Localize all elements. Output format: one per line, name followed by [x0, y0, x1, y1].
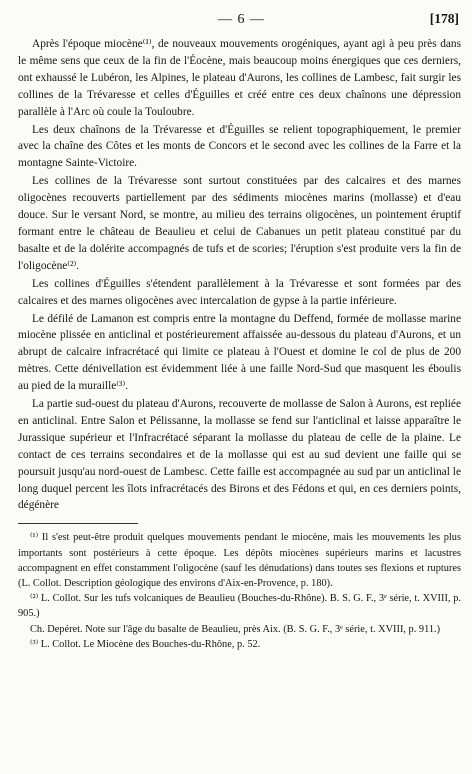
paragraph: Les collines de la Trévaresse sont surtout constituées par des calcaires et des marnes oligocènes recouverts partiellement par des sédiments miocènes marins (mollasse) et d'eau douce. Sur le versant Nord, se montre, au milieu des terrains oligocènes, un pointement éruptif formant entre le château de Beaulieu et celui de Cabanues un petit plateau constitué par du basalte et de la dolérite accompagnés de tufs et de scories; l'éruption s'est produite vers la fin de l'oligocène⁽²⁾. [18, 175, 461, 272]
footnote: Ch. Depéret. Note sur l'âge du basalte de Beaulieu, près Aix. (B. S. G. F., 3ᵉ série, t. XVIII, p. 911.) [30, 623, 441, 635]
page-number: — 6 — [218, 12, 265, 27]
paragraph: Après l'époque miocène⁽¹⁾, de nouveaux mouvements orogéniques, ayant agi à peu près dans le même sens que ceux de la fin de l'Éocène, mais beaucoup moins énergiques que ces derniers, ont exhaussé le Lubéron, les Alpines, le plateau d'Aurons, les collines de Lambesc, fait surgir les collines de la Trévaresse et celles d'Éguilles et créé entre ces deux chaînons une dépression parallèle à l'Arc où coule la Touloubre. [18, 38, 461, 118]
paragraph: La partie sud-ouest du plateau d'Aurons, recouverte de mollasse de Salon à Aurons, est repliée en anticlinal. Entre Salon et Pélissanne, la mollasse se fend sur l'anticlinal et laisse apparaître le Jurassique supérieur et l'Infracrétacé séparant la mollasse du plateau de celle de la plaine. Le contact de ces terrains secondaires et de la mollasse qui est au sud devient une faille qui se poursuit jusqu'au nord-ouest de Lambesc. Cette faille est accompagnée au sud par un anticlinal le long duquel percent les îlots infracrétacés des Birons et des Fédons et qui, en ces derniers points, dégénère [18, 398, 461, 512]
footnote: ⁽¹⁾ Il s'est peut-être produit quelques mouvements pendant le miocène, mais les mouvements les plus importants sont postérieurs à cette époque. Les dépôts miocènes supérieurs marins et lacustres accompagnent en effet constamment l'oligocène (sauf les dénudations) dans toutes ses flexions et ruptures (L. Collot. Description géologique des environs d'Aix-en-Provence, p. 180). [18, 532, 461, 589]
footnotes [18, 530, 461, 652]
main-text [18, 36, 461, 514]
footnote: ⁽²⁾ L. Collot. Sur les tufs volcaniques de Beaulieu (Bouches-du-Rhône). B. S. G. F., 3ᵉ série, t. XVIII, p. 905.) [18, 593, 461, 620]
footnote-divider [18, 523, 138, 524]
paragraph: Les deux chaînons de la Trévaresse et d'Éguilles se relient topographiquement, le premier avec la chaîne des Côtes et les monts de Concors et le second avec les collines de la Farre et la montagne Sainte-Victoire. [18, 123, 461, 170]
page-header [18, 10, 461, 30]
page-tag: [178] [429, 11, 459, 26]
paragraph: Le défilé de Lamanon est compris entre la montagne du Deffend, formée de mollasse marine miocène plissée en anticlinal et postérieurement affaissée au-dessous du plateau d'Aurons, et un abrupt de calcaire infracrétacé qui limite ce plateau à l'Ouest et domine le col de plus de 200 mètres. Cette dénivellation est évidemment liée à une faille Nord-Sud que masquent les éboulis au pied de la muraille⁽³⁾. [18, 312, 461, 393]
paragraph: Les collines d'Éguilles s'étendent parallèlement à la Trévaresse et sont formées par des calcaires et des marnes oligocènes avec intercalation de gypse à la partie inférieure. [18, 277, 461, 307]
footnote: ⁽³⁾ L. Collot. Le Miocène des Bouches-du-Rhône, p. 52. [30, 638, 261, 650]
